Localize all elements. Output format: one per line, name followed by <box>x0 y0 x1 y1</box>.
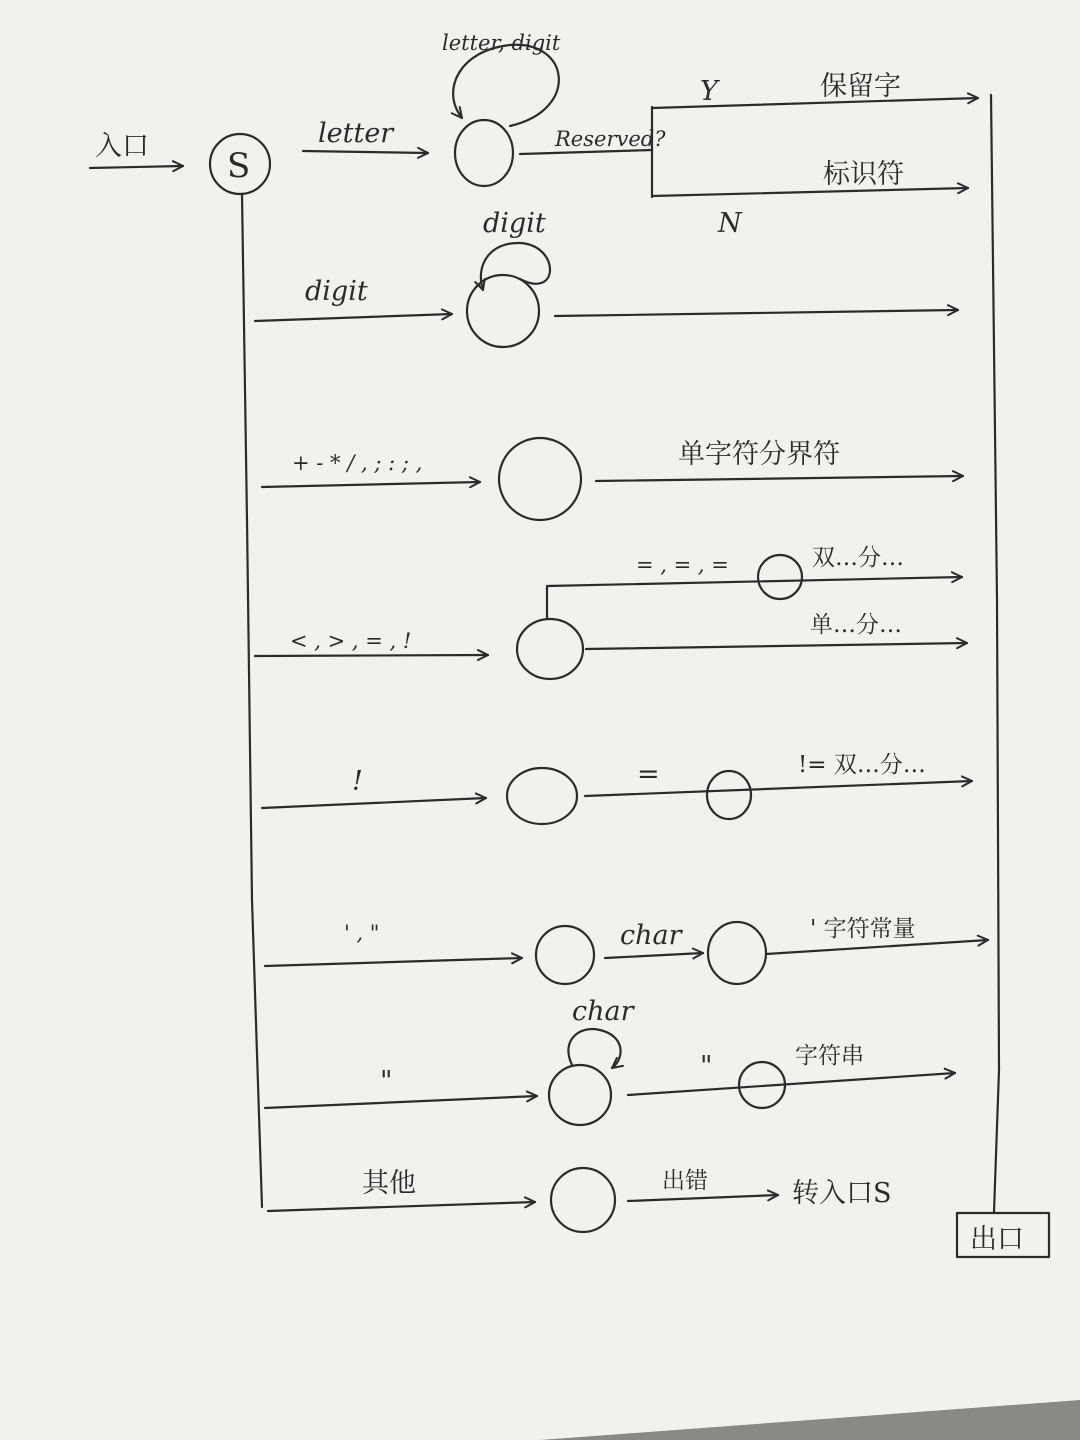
string-input-label: " <box>380 1066 393 1097</box>
not-input-label: ! <box>352 766 363 797</box>
char-const-output: ' 字符常量 <box>810 916 916 942</box>
no-label: N <box>718 208 742 239</box>
letter-input-label: letter <box>318 118 394 149</box>
reserved-check-label: Reserved? <box>555 127 666 151</box>
not-equal-output: != 双…分… <box>798 752 926 778</box>
relational-second-char-label: = , = , = <box>636 553 729 577</box>
char-label: char <box>620 920 682 951</box>
entry-label: 入口 <box>95 131 149 162</box>
string-close-label: " <box>700 1051 713 1082</box>
yes-label: Y <box>700 76 718 107</box>
relational-arrow <box>255 655 488 656</box>
string-loop-label: char <box>572 996 634 1027</box>
char-const-input-label: ' , " <box>344 921 380 945</box>
not-second-char-label: = <box>637 759 660 790</box>
error-label: 出错 <box>662 1168 708 1194</box>
start-state-label: S <box>227 146 251 186</box>
identifier-loop-label: letter, digit <box>442 31 561 55</box>
delimiter-output: 单字符分界符 <box>678 439 840 470</box>
exit-label: 出口 <box>970 1224 1024 1255</box>
relational-single-output: 单…分… <box>810 612 902 638</box>
number-loop-label: digit <box>483 208 546 239</box>
string-output: 字符串 <box>795 1043 864 1069</box>
delimiter-input-label: + - * / , ; : ; , <box>292 451 423 475</box>
return-to-start-label: 转入口S <box>792 1178 892 1209</box>
digit-input-label: digit <box>305 276 368 307</box>
other-input-label: 其他 <box>362 1168 416 1199</box>
reserved-word-output: 保留字 <box>820 71 901 102</box>
relational-input-label: < , > , = , ! <box>290 629 412 653</box>
identifier-output: 标识符 <box>823 159 904 190</box>
relational-double-output: 双…分… <box>812 545 904 571</box>
